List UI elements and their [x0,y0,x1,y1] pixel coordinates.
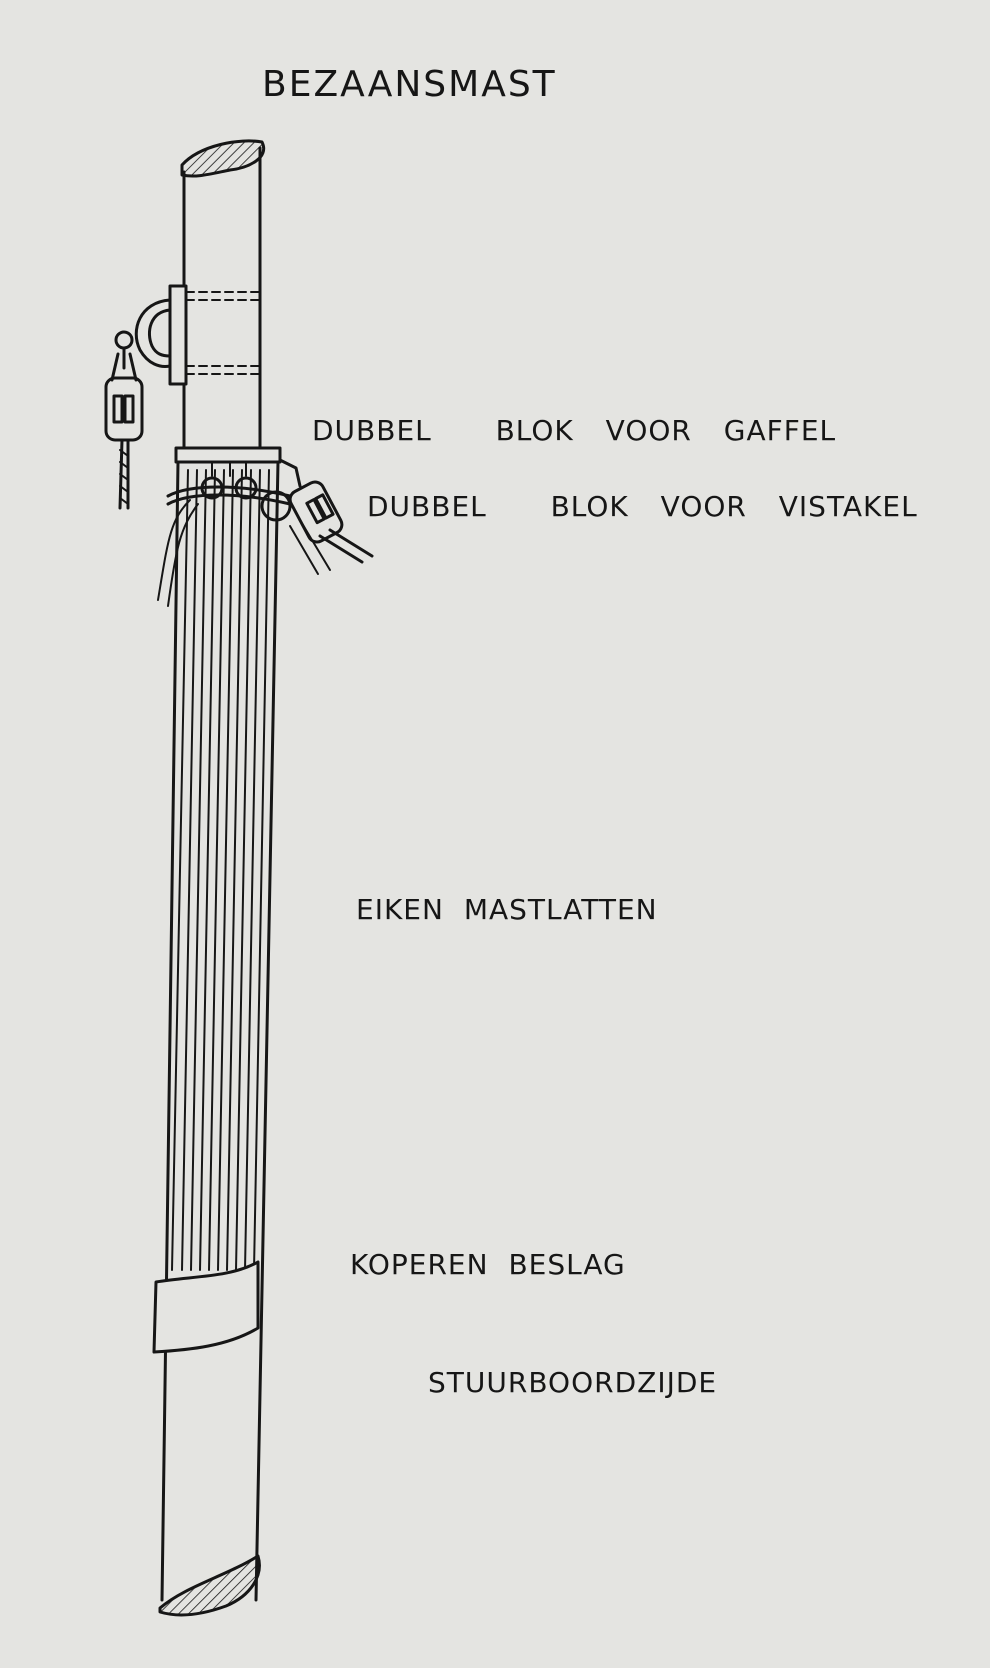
label-gaff-block: DUBBEL BLOK VOOR GAFFEL [312,414,837,447]
mast-battens [172,470,269,1270]
mast-top-cut [182,141,264,176]
shackle-ring [116,332,132,348]
label-copper-band: KOPEREN BESLAG [350,1248,626,1281]
iron-band [170,286,186,384]
mast-lower-left-edge [162,462,178,1600]
label-vang-block: DUBBEL BLOK VOOR VISTAKEL [367,490,918,523]
mast-hoop [176,448,280,462]
diagram-title: BEZAANSMAST [262,64,557,105]
label-battens: EIKEN MASTLATTEN [356,893,658,926]
mast-bottom-cut [160,1556,259,1615]
label-starboard-side: STUURBOORDZIJDE [428,1366,718,1399]
copper-band [154,1262,258,1352]
